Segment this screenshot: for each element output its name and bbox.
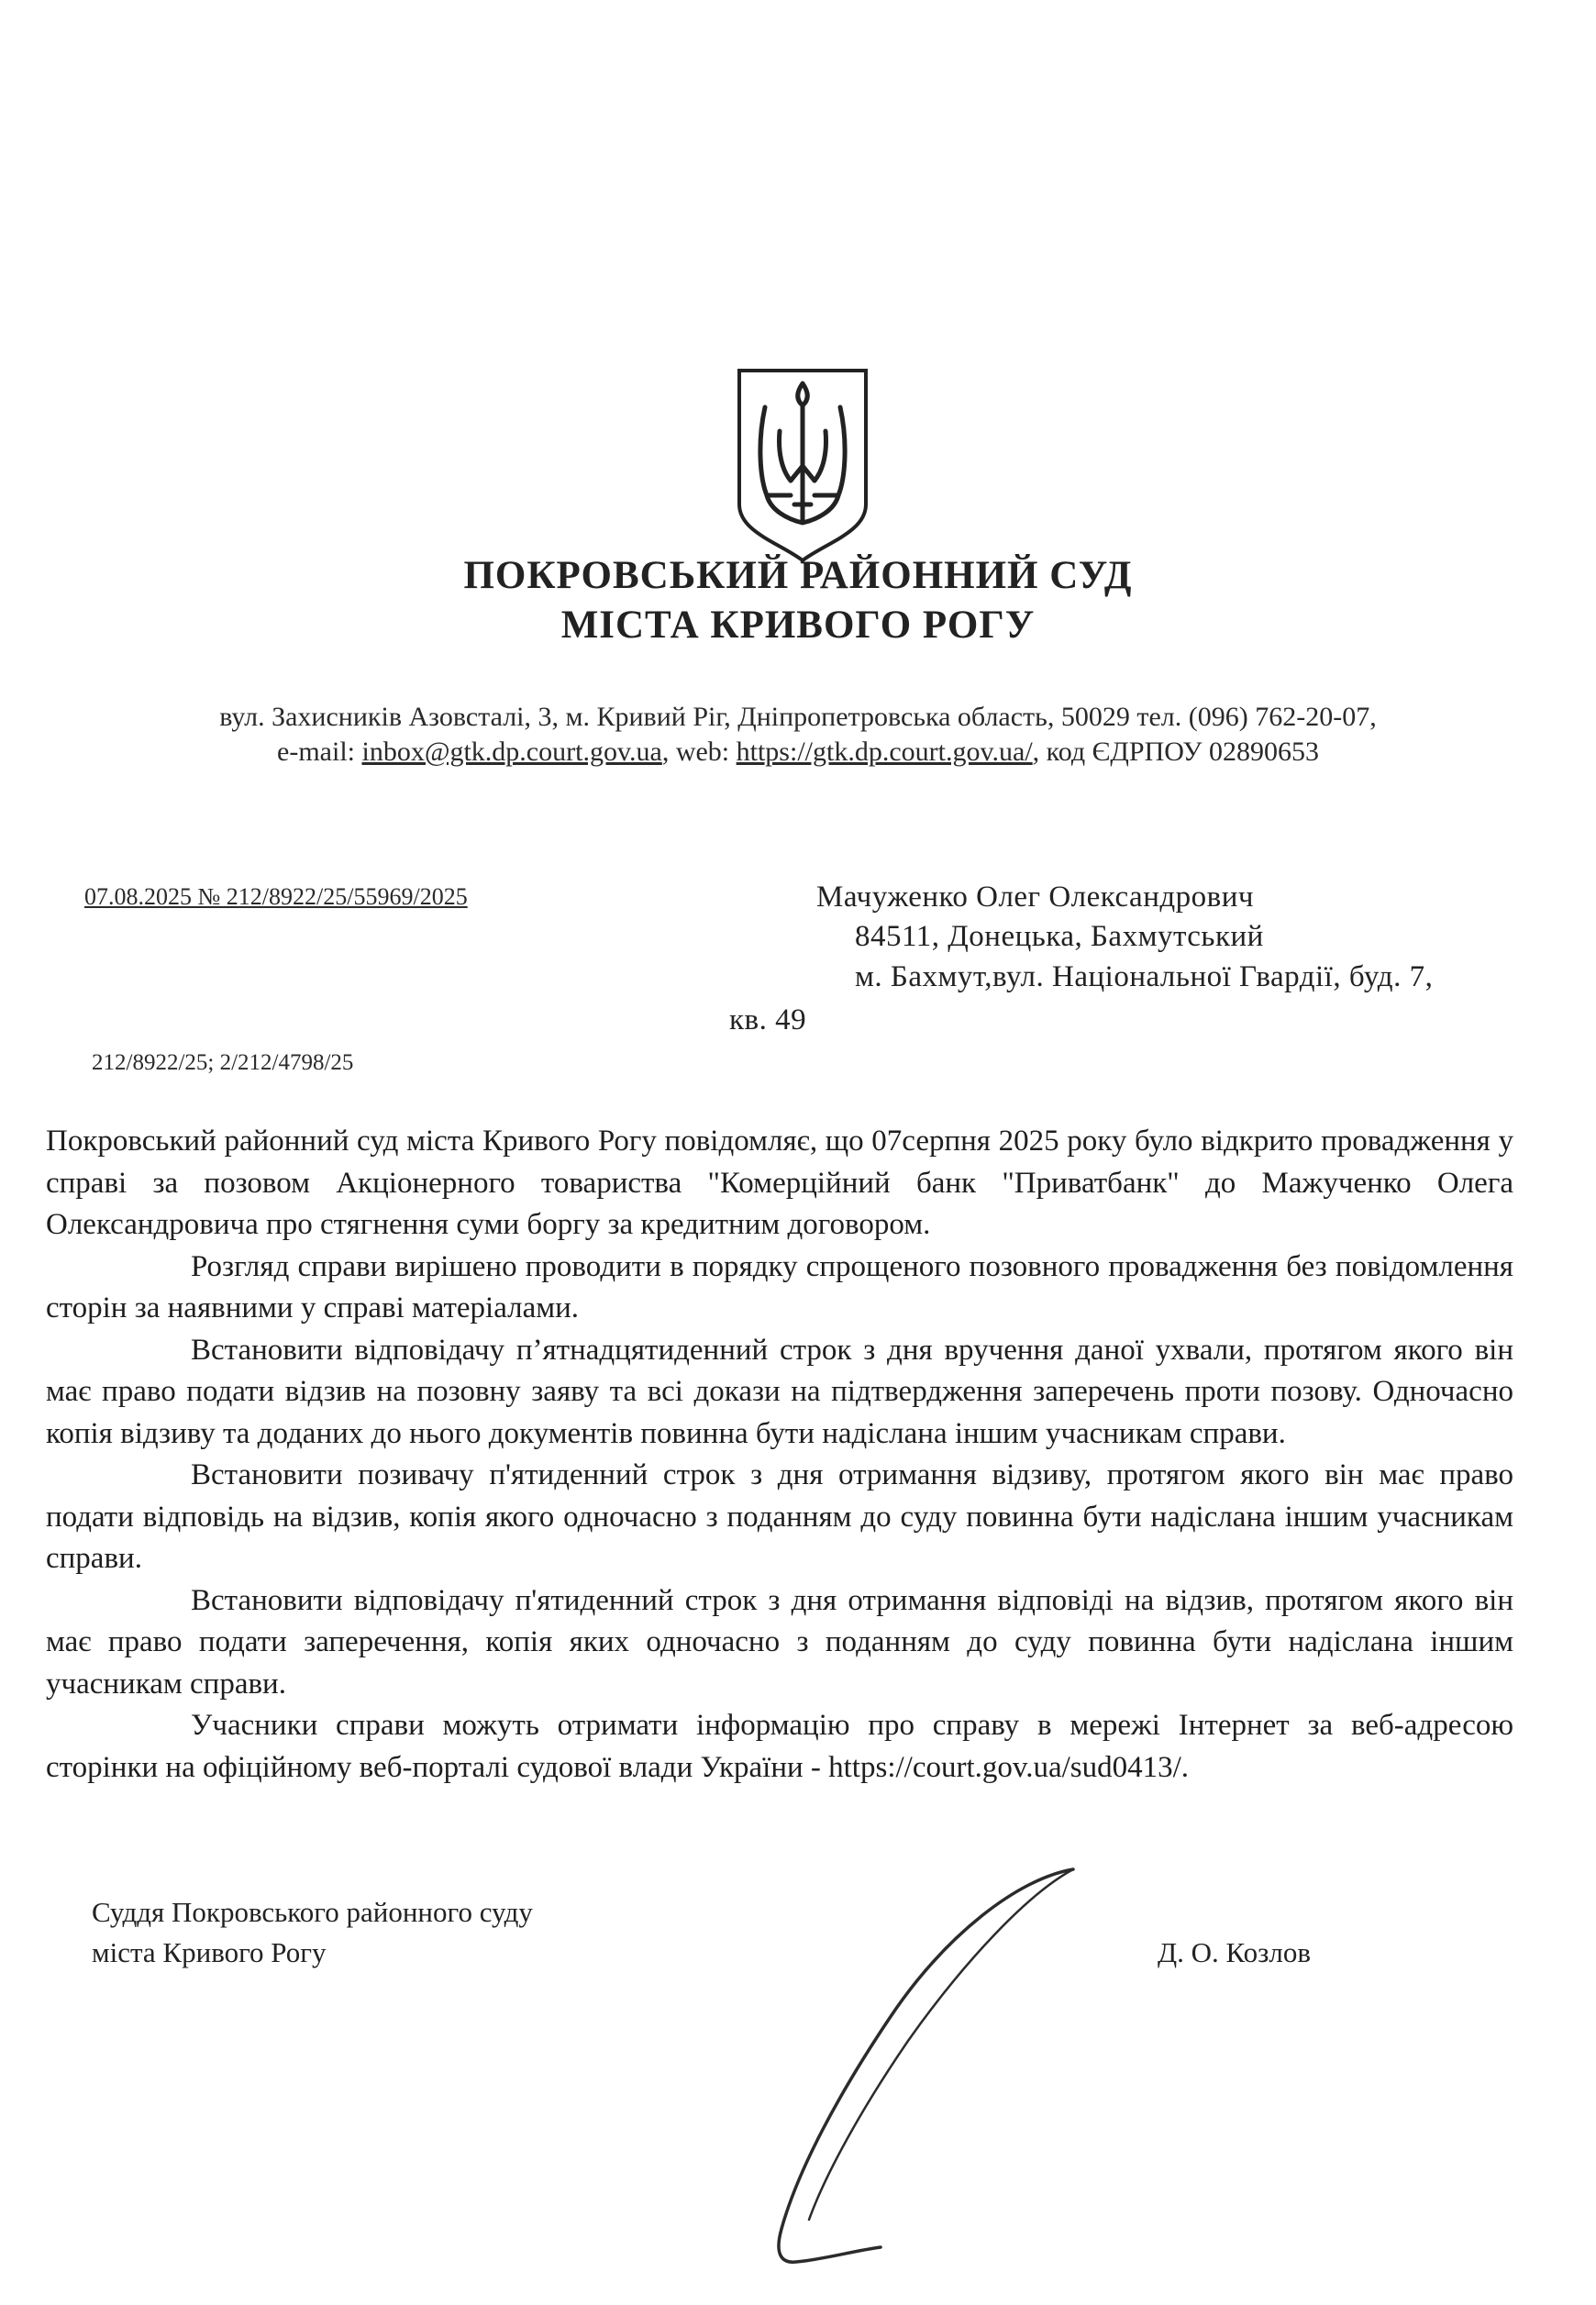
edrpou-code: , код ЄДРПОУ 02890653 bbox=[1032, 737, 1319, 767]
judge-name: Д. О. Козлов bbox=[1158, 1936, 1312, 1968]
judge-title-line2: міста Кривого Рогу bbox=[92, 1936, 327, 1968]
body-paragraph-5: Встановити відповідачу п'ятиденний строк з дня отримання відповіді на відзив, протягом якого він має право подати заперечення, копія яких одночасно з поданням до суду повинна бути надіслана іншим учасникам справи. bbox=[46, 1583, 1513, 1701]
ukraine-trident-emblem-icon bbox=[734, 367, 871, 564]
court-name-line1: ПОКРОВСЬКИЙ РАЙОННИЙ СУД bbox=[463, 554, 1133, 597]
recipient-apartment: кв. 49 bbox=[729, 1003, 807, 1036]
court-address: вул. Захисників Азовсталі, 3, м. Кривий Ріг, Дніпропетровська область, 50029 тел. (096) 762-20-07, bbox=[219, 702, 1377, 732]
letter-body bbox=[46, 1121, 1513, 1789]
web-label: , web: bbox=[661, 737, 737, 767]
body-paragraph-1: Покровський районний суд міста Кривого Рогу повідомляє, що 07серпня 2025 року було відкрито провадження у справі за позовом Акціонерного товариства "Комерційний банк "Приватбанк" до Мажученко Олега Олександровича про стягнення суми боргу за кредитним договором. bbox=[46, 1125, 1513, 1241]
email-label: e-mail: bbox=[277, 737, 362, 767]
recipient-address-line1: 84511, Донецька, Бахмутський bbox=[855, 920, 1264, 953]
court-email-link[interactable]: inbox@gtk.dp.court.gov.ua bbox=[361, 737, 662, 767]
body-paragraph-3: Встановити відповідачу п’ятнадцятиденний строк з дня вручення даної ухвали, протягом якого він має право подати відзив на позовну заяву та всі докази на підтвердження заперечень проти позову. Одночасно копія відзиву та доданих до нього документів повинна бути надіслана іншим учасникам справи. bbox=[46, 1333, 1513, 1450]
outgoing-reference: 07.08.2025 № 212/8922/25/55969/2025 bbox=[84, 883, 468, 910]
case-numbers: 212/8922/25; 2/212/4798/25 bbox=[92, 1050, 354, 1075]
recipient-address-line2: м. Бахмут,вул. Національної Гвардії, буд. 7, bbox=[855, 960, 1434, 993]
body-paragraph-2: Розгляд справи вирішено проводити в порядку спрощеного позовного провадження без повідомлення сторін за наявними у справі матеріалами. bbox=[46, 1249, 1513, 1324]
court-contacts bbox=[0, 737, 1596, 768]
body-paragraph-4: Встановити позивачу п'ятиденний строк з дня отримання відзиву, протягом якого він має право подати відповідь на відзив, копія якого одночасно з поданням до суду повинна бути надіслана іншим учасникам справи. bbox=[46, 1458, 1513, 1575]
body-paragraph-6: Учасники справи можуть отримати інформацію про справу в мережі Інтернет за веб-адресою сторінки на офіційному веб-порталі судової влади України - https://court.gov.ua/sud0413/. bbox=[46, 1709, 1513, 1784]
recipient-name: Мачуженко Олег Олександрович bbox=[816, 881, 1254, 914]
judge-title bbox=[92, 1892, 533, 1973]
court-website-link[interactable]: https://gtk.dp.court.gov.ua/ bbox=[736, 737, 1033, 767]
handwritten-signature-icon bbox=[752, 1853, 1082, 2275]
judge-title-line1: Суддя Покровського районного суду bbox=[92, 1896, 533, 1928]
court-name-line2: МІСТА КРИВОГО РОГУ bbox=[560, 604, 1036, 647]
